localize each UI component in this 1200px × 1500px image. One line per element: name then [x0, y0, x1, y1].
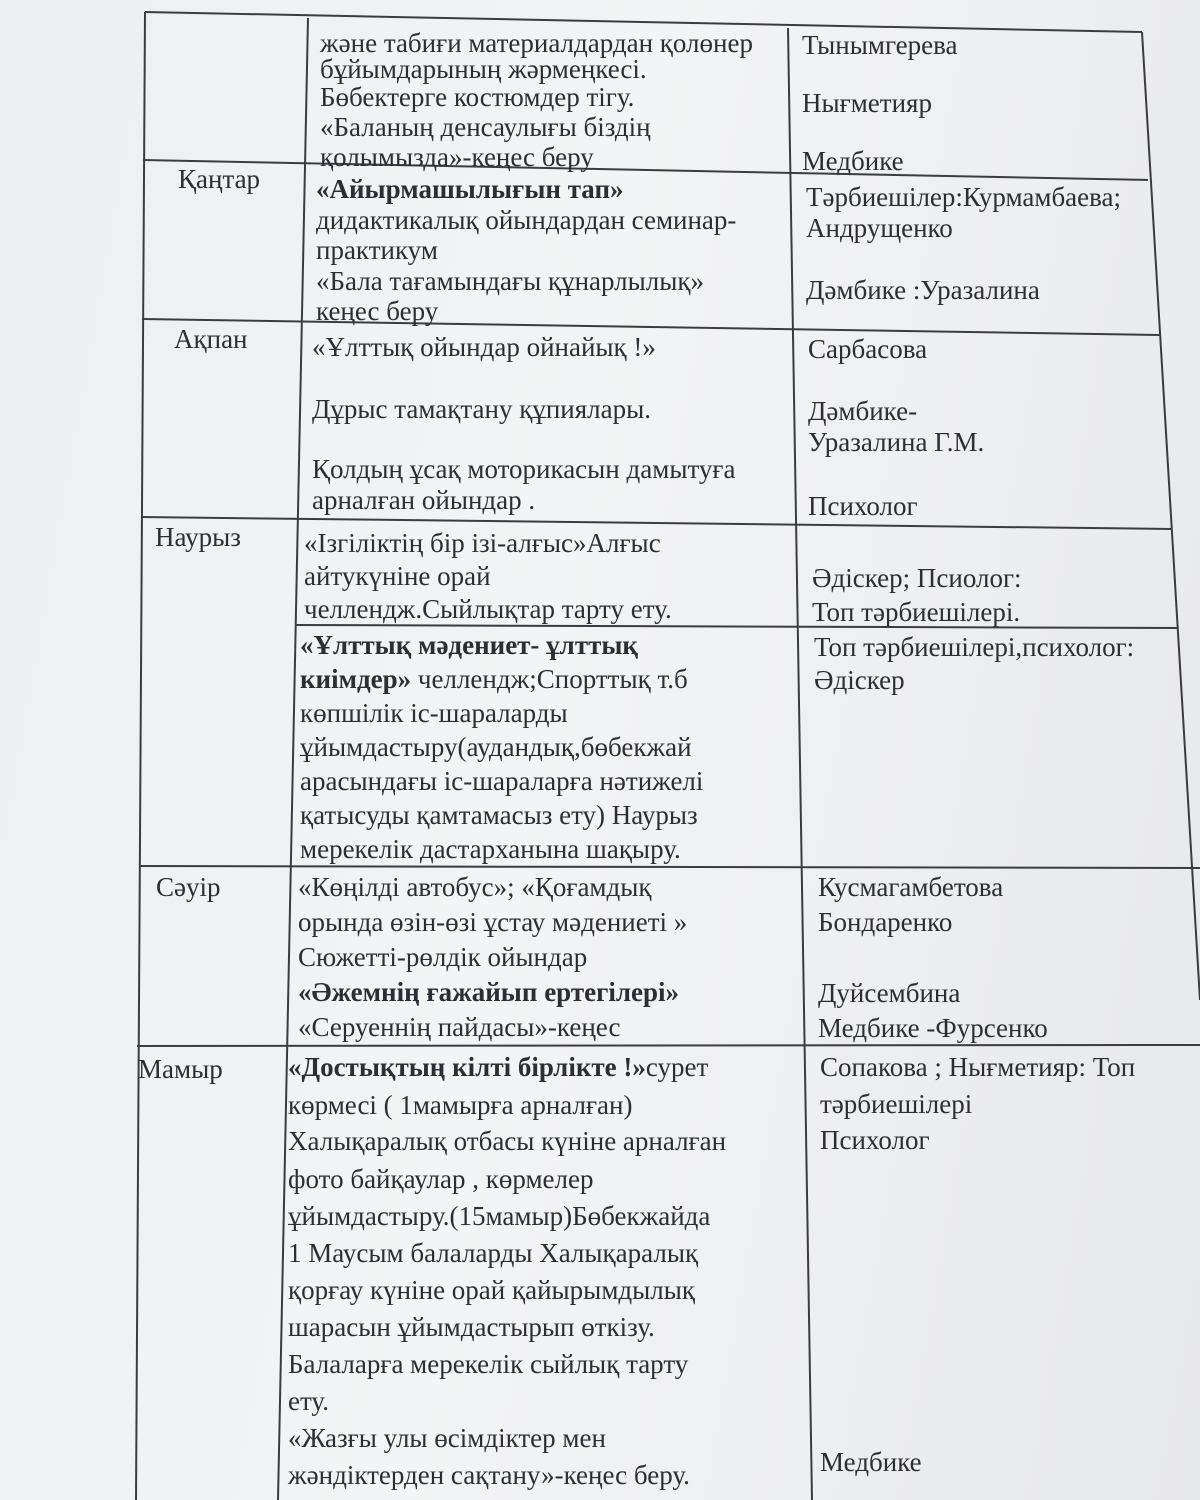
- responsible-line: Топ тәрбиешілері.: [812, 597, 1021, 627]
- event-line: арасындағы іс-шараларға нәтижелі: [300, 766, 704, 796]
- responsible-line: Сопакова ; Нығметияр: Топ: [820, 1052, 1136, 1082]
- event-line: практикум: [316, 235, 438, 265]
- event-line-mixed: [300, 662, 703, 696]
- event-line: Дұрыс тамақтану құпиялары.: [312, 394, 652, 424]
- event-line: «Жазғы улы өсімдіктер мен: [288, 1423, 606, 1453]
- event-cell-row6: [288, 1050, 726, 1492]
- responsible-line: Психолог: [820, 1125, 930, 1155]
- event-line: «Ұлттық ойындар ойнайық !»: [312, 332, 656, 362]
- responsible-cell-row0: [802, 28, 958, 178]
- event-line: жәндіктерден сақтану»-кеңес беру.: [288, 1460, 690, 1490]
- event-line: Бөбектерге костюмдер тігу.: [320, 82, 635, 112]
- responsible-cell-row6: [820, 1050, 1135, 1479]
- responsible-cell-row1: [806, 180, 1121, 307]
- month-label: Наурыз: [155, 522, 241, 552]
- event-line: «Баланың денсаулығы біздің: [320, 112, 651, 142]
- event-title: «Ұлттық мәдениет- ұлттық: [300, 630, 638, 660]
- event-line: Сюжетті-рөлдік ойындар: [298, 942, 588, 972]
- event-cell-row5: [298, 870, 687, 1044]
- event-line: Халықаралық отбасы күніне арналған: [288, 1126, 727, 1156]
- responsible-line: Дәмбике-: [808, 396, 918, 426]
- event-line: ұйымдастыру.(15мамыр)Бөбекжайда: [288, 1201, 711, 1231]
- event-cell-row0: [320, 26, 753, 174]
- responsible-line: Андрущенко: [806, 213, 953, 243]
- event-line: дидактикалық ойындардан семинар-: [316, 205, 737, 235]
- responsible-line: Дәмбике :Уразалина: [806, 275, 1040, 305]
- event-line: фото байқаулар , көрмелер: [288, 1164, 594, 1194]
- event-line-mixed: [288, 1050, 726, 1084]
- responsible-line: Психолог: [808, 491, 918, 521]
- responsible-line: тәрбиешілері: [820, 1089, 973, 1119]
- responsible-cell-row5: [818, 870, 1048, 1045]
- event-line: челлендж;Спорттық т.б: [411, 664, 688, 694]
- responsible-line: Дуйсембина: [818, 978, 961, 1008]
- responsible-cell-row2: [808, 332, 984, 523]
- responsible-line: Тынымгерева: [802, 30, 958, 60]
- responsible-line: Топ тәрбиешілері,психолог:: [814, 632, 1135, 662]
- event-cell-row1: [316, 172, 736, 328]
- event-line: кеңес беру: [316, 296, 439, 326]
- event-line: сурет: [645, 1052, 709, 1082]
- event-line: 1 Маусым балаларды Халықаралық: [288, 1238, 699, 1268]
- event-line: шарасын ұйымдастырып өткізу.: [288, 1312, 655, 1342]
- event-title: «Әжемнің ғажайып ертегілері»: [298, 977, 679, 1007]
- event-line: «Көңілді автобус»; «Қоғамдық: [298, 872, 652, 902]
- responsible-line: Медбике -Фурсенко: [818, 1013, 1048, 1043]
- event-line: Қолдың ұсақ моторикасын дамытуға: [312, 454, 736, 484]
- event-line: «Бала тағамындағы құнарлылық»: [316, 266, 705, 296]
- responsible-line: Әдіскер; Псиолог:: [812, 563, 1022, 593]
- event-line: қорғау күніне орай қайырымдылық: [288, 1275, 696, 1305]
- responsible-line: Тәрбиешілер:Курмамбаева;: [806, 182, 1122, 212]
- responsible-cell-row3: [812, 561, 1022, 629]
- month-label: Сәуір: [156, 872, 221, 902]
- event-line: айтукүніне орай: [304, 561, 491, 591]
- event-cell-row3: [304, 526, 672, 626]
- responsible-line: Әдіскер: [814, 665, 905, 695]
- responsible-cell-row4: [814, 630, 1134, 697]
- event-line: қолымызда»-кеңес беру: [320, 142, 594, 172]
- event-line: орында өзін-өзі ұстау мәдениеті »: [298, 907, 688, 937]
- responsible-line: Нығметияр: [802, 88, 932, 118]
- event-title: «Достықтың кілті бірлікте !»: [288, 1052, 646, 1082]
- event-line: көпшілік іс-шараларды: [300, 698, 568, 728]
- event-line: ұйымдастыру(аудандық,бөбекжай: [300, 732, 692, 762]
- event-cell-row4: [300, 628, 703, 866]
- event-cell-row2: [312, 330, 735, 517]
- responsible-line: Сарбасова: [808, 334, 928, 364]
- responsible-line: Кусмагамбетова: [818, 872, 1004, 902]
- event-line: челлендж.Сыйлықтар тарту ету.: [304, 594, 672, 624]
- responsible-line: Бондаренко: [818, 907, 953, 937]
- responsible-line: Медбике: [802, 146, 904, 176]
- event-line: Балаларға мерекелік сыйлық тарту: [288, 1349, 689, 1379]
- responsible-line: Медбике: [820, 1447, 922, 1477]
- event-line: және табиғи материалдардан қолөнер: [320, 28, 753, 58]
- event-line: қатысуды қамтамасыз ету) Наурыз: [300, 800, 698, 830]
- month-label: Қаңтар: [178, 164, 261, 194]
- event-title: киімдер»: [300, 664, 412, 694]
- event-line: ету.: [288, 1386, 329, 1416]
- event-line: «Серуеннің пайдасы»-кеңес: [298, 1012, 621, 1042]
- event-line: «Ізгіліктің бір ізі-алғыс»Алғыс: [304, 528, 661, 558]
- event-line: бұйымдарының жәрмеңкесі.: [320, 54, 647, 84]
- responsible-line: Уразалина Г.М.: [808, 427, 985, 457]
- event-title: «Айырмашылығын тап»: [316, 174, 624, 204]
- month-label: Мамыр: [138, 1054, 223, 1084]
- event-line: көрмесі ( 1мамырға арналған): [288, 1090, 633, 1120]
- event-line: арналған ойындар .: [312, 485, 536, 515]
- month-label: Ақпан: [174, 324, 248, 354]
- event-line: мерекелік дастарханына шақыру.: [300, 834, 681, 864]
